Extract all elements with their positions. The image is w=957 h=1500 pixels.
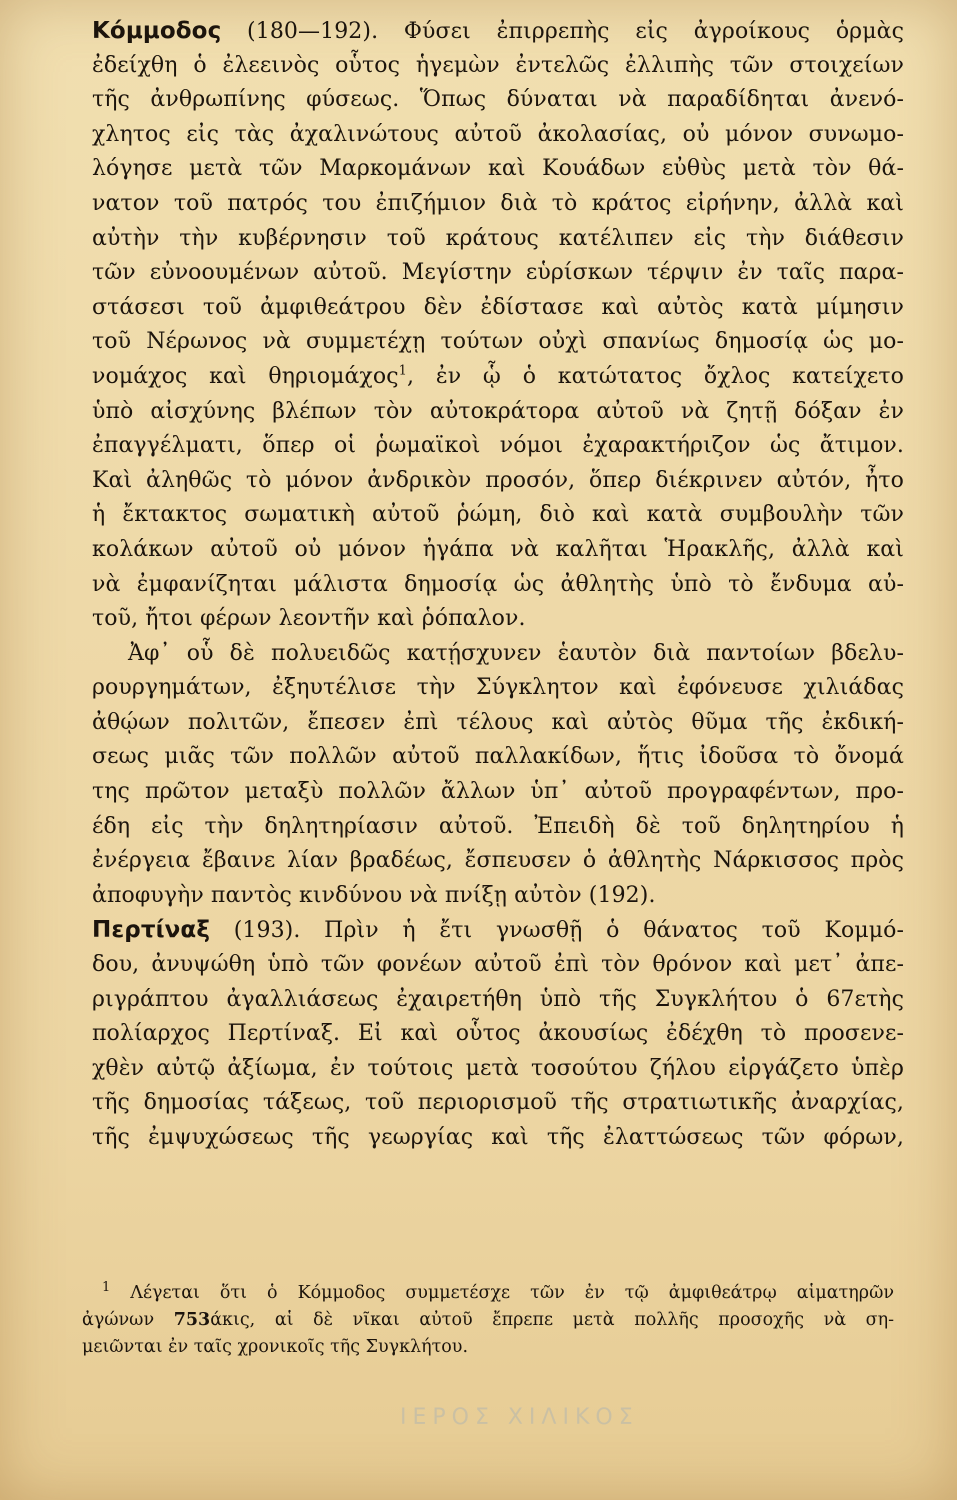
text-line: κολάκων αὐτοῦ οὐ μόνον ἠγάπα νὰ καλῆται Ἡρακλῆς, ἀλλὰ καὶ <box>92 536 904 562</box>
text-line: Περτίναξ (193). Πρὶν ἡ ἔτι γνωσθῇ ὁ θάνατος τοῦ Κομμό- <box>92 917 904 944</box>
text-line: τῆς δημοσίας τάξεως, τοῦ περιορισμοῦ τῆς στρατιωτικῆς ἀναρχίας, <box>92 1090 904 1116</box>
footnote-line: $^1$ Λέγεται ὅτι ὁ Κόμμοδος συμμετέσχε τῶν ἐν τῷ ἀμφιθεάτρῳ αἱματηρῶν <box>102 1280 894 1303</box>
text-line: σεως μιᾶς τῶν πολλῶν αὐτοῦ παλλακίδων, ἥτις ἰδοῦσα τὸ ὄνομά <box>92 744 904 770</box>
text-line: ἐπαγγέλματι, ὅπερ οἱ ῥωμαϊκοὶ νόμοι ἐχαρακτήριζον ὡς ἄτιμον. <box>92 433 904 459</box>
footnote-line: ἀγώνων 753άκις, αἱ δὲ νῖκαι αὐτοῦ ἔπρεπε μετὰ πολλῆς προσοχῆς νὰ ση- <box>82 1310 894 1330</box>
text-line: χθὲν αὐτῷ ἀξίωμα, ἐν τούτοις μετὰ τοσούτου ζήλου εἰργάζετο ὑπὲρ <box>92 1055 904 1081</box>
text-line: τοῦ, ἤτοι φέρων λεοντῆν καὶ ῥόπαλον. <box>92 606 526 632</box>
text-line: ρουργημάτων, ἐξηυτέλισε τὴν Σύγκλητον καὶ ἐφόνευσε χιλιάδας <box>92 675 904 701</box>
text-line: τῶν εὐνοουμένων αὐτοῦ. Μεγίστην εὑρίσκων τέρψιν ἐν ταῖς παρα- <box>92 260 904 286</box>
text-line: δου, ἀνυψώθη ὑπὸ τῶν φονέων αὐτοῦ ἐπὶ τὸν θρόνον καὶ μετ᾽ ἀπε- <box>92 952 904 978</box>
text-line: ἀθῴων πολιτῶν, ἔπεσεν ἐπὶ τέλους καὶ αὐτὸς θῦμα τῆς ἐκδική- <box>92 709 904 735</box>
paragraph-commodus <box>92 14 904 637</box>
heading-pertinax: Περτίναξ <box>92 917 211 944</box>
text-line: ἡ ἔκτακτος σωματικὴ αὐτοῦ ῥώμη, διὸ καὶ κατὰ συμβουλὴν τῶν <box>92 502 904 528</box>
text-line: τῆς ἀνθρωπίνης φύσεως. Ὅπως δύναται νὰ παραδίδηται ἀνενό- <box>92 87 904 113</box>
heading-commodus: Κόμμοδος <box>92 18 222 44</box>
text-line: ριγράπτου ἀγαλλιάσεως ἐχαιρετήθη ὑπὸ τῆς Συγκλήτου ὁ 67ετὴς <box>92 986 904 1012</box>
text-line: νατον τοῦ πατρός του ἐπιζήμιον διὰ τὸ κράτος εἰρήνην, ἀλλὰ καὶ <box>92 190 904 216</box>
text-line: της πρῶτον μεταξὺ πολλῶν ἄλλων ὑπ᾽ αὐτοῦ προγραφέντων, προ- <box>92 779 904 805</box>
footnote-reference: 1 <box>398 363 408 379</box>
text-line: λόγησε μετὰ τῶν Μαρκομάνων καὶ Κουάδων εὐθὺς μετὰ τὸν θά- <box>92 156 904 182</box>
footnote <box>82 1280 894 1361</box>
text-line: Ἀφ᾽ οὗ δὲ πολυειδῶς κατῄσχυνεν ἑαυτὸν διὰ παντοίων βδελυ- <box>128 640 904 666</box>
text-line: Καὶ ἀληθῶς τὸ μόνον ἀνδρικὸν προσόν, ὅπερ διέκρινεν αὐτόν, ἦτο <box>92 467 904 493</box>
footnote-line: μειῶνται ἐν ταῖς χρονικοῖς τῆς Συγκλήτου. <box>82 1337 469 1357</box>
text-line: έδη εἰς τὴν δηλητηρίασιν αὐτοῦ. Ἐπειδὴ δὲ τοῦ δηλητηρίου ἡ <box>92 813 904 839</box>
paragraph-death-of-commodus <box>92 637 904 914</box>
text-line: ὑπὸ αἰσχύνης βλέπων τὸν αὐτοκράτορα αὐτοῦ νὰ ζητῇ δόξαν ἐν <box>92 398 904 424</box>
text-line: νομάχος καὶ θηριομάχος$^1$, ἐν ᾧ ὁ κατώτατος ὄχλος κατείχετο <box>92 363 904 389</box>
text-line: ἀποφυγὴν παντὸς κινδύνου νὰ πνίξῃ αὐτὸν (192). <box>92 882 656 908</box>
text-line: νὰ ἐμφανίζηται μάλιστα δημοσίᾳ ὡς ἀθλητὴς ὑπὸ τὸ ἔνδυμα αὐ- <box>92 571 904 597</box>
text-line: ἐνέργεια ἔβαινε λίαν βραδέως, ἔσπευσεν ὁ ἀθλητὴς Νάρκισσος πρὸς <box>92 848 904 874</box>
text-line: Κόμμοδος (180—192). Φύσει ἐπιρρεπὴς εἰς ἀγροίκους ὁρμὰς <box>92 18 904 44</box>
text-line: στάσεσι τοῦ ἀμφιθεάτρου δὲν ἐδίστασε καὶ αὐτὸς κατὰ μίμησιν <box>92 294 904 320</box>
text-line: χλητος εἰς τὰς ἀχαλινώτους αὐτοῦ ἀκολασίας, οὐ μόνον συνωμο- <box>92 121 904 147</box>
paragraph-pertinax <box>92 913 904 1155</box>
main-text <box>92 14 904 1156</box>
text-line: τῆς ἐμψυχώσεως τῆς γεωργίας καὶ τῆς ἐλαττώσεως τῶν φόρων, <box>92 1125 904 1150</box>
text-line: αὐτὴν τὴν κυβέρνησιν τοῦ κράτους κατέλιπεν εἰς τὴν διάθεσιν <box>92 225 904 251</box>
text-line: πολίαρχος Περτίναξ. Εἰ καὶ οὗτος ἀκουσίως ἐδέχθη τὸ προσενε- <box>92 1021 904 1047</box>
footnote-marker: 1 <box>102 1280 111 1296</box>
text-line: ἐδείχθη ὁ ἐλεεινὸς οὗτος ἡγεμὼν ἐντελῶς ἐλλιπὴς τῶν στοιχείων <box>92 52 904 78</box>
text-line: τοῦ Νέρωνος νὰ συμμετέχῃ τούτων οὐχὶ σπανίως δημοσίᾳ ὡς μο- <box>92 329 904 355</box>
library-stamp-faint: ΙΕΡΟΣ ΧΙΛΙΚΟΣ <box>400 1405 639 1430</box>
